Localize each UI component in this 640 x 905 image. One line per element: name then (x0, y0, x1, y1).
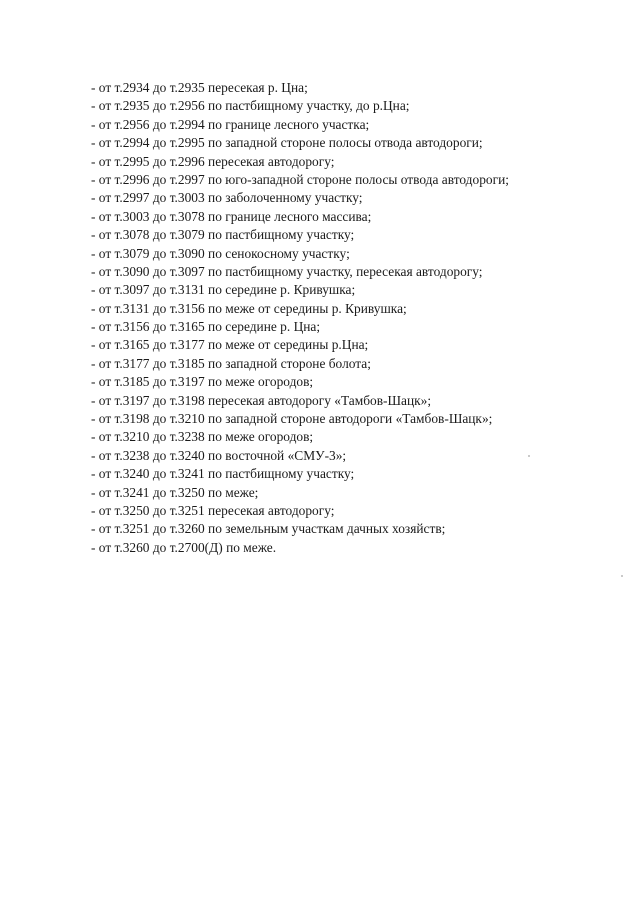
boundary-line: - от т.3238 до т.3240 по восточной «СМУ-3»; (91, 447, 347, 463)
boundary-line: - от т.3240 до т.3241 по пастбищному участку; (91, 466, 355, 482)
boundary-line: - от т.2935 до т.2956 по пастбищному участку, до р.Цна; (91, 98, 410, 114)
scan-speck (528, 455, 530, 457)
boundary-line: - от т.3003 до т.3078 по границе лесного массива; (91, 208, 372, 224)
boundary-line: - от т.3131 до т.3156 по меже от середины р. Кривушка; (91, 300, 407, 316)
boundary-line: - от т.3251 до т.3260 по земельным участкам дачных хозяйств; (91, 521, 446, 537)
boundary-line: - от т.3198 до т.3210 по западной стороне автодороги «Тамбов-Шацк»; (91, 411, 493, 427)
boundary-line: - от т.3241 до т.3250 по меже; (91, 484, 259, 500)
boundary-line: - от т.3197 до т.3198 пересекая автодорогу «Тамбов-Шацк»; (91, 392, 432, 408)
boundary-line: - от т.3090 до т.3097 по пастбищному участку, пересекая автодорогу; (91, 263, 483, 279)
boundary-line: - от т.2997 до т.3003 по заболоченному участку; (91, 190, 363, 206)
boundary-line: - от т.3097 до т.3131 по середине р. Кривушка; (91, 282, 356, 298)
boundary-line: - от т.3185 до т.3197 по меже огородов; (91, 374, 314, 390)
boundary-line: - от т.2956 до т.2994 по границе лесного участка; (91, 116, 370, 132)
boundary-line: - от т.3210 до т.3238 по меже огородов; (91, 429, 314, 445)
boundary-line: - от т.3165 до т.3177 по меже от середины р.Цна; (91, 337, 369, 353)
boundary-line: - от т.3079 до т.3090 по сенокосному участку; (91, 245, 350, 261)
boundary-line: - от т.3177 до т.3185 по западной стороне болота; (91, 355, 371, 371)
boundary-line: - от т.3078 до т.3079 по пастбищному участку; (91, 227, 355, 243)
boundary-line: - от т.3156 до т.3165 по середине р. Цна; (91, 319, 321, 335)
scan-speck (621, 575, 623, 577)
boundary-line: - от т.3250 до т.3251 пересекая автодорогу; (91, 502, 335, 518)
boundary-line: - от т.3260 до т.2700(Д) по меже. (91, 539, 277, 555)
boundary-line: - от т.2994 до т.2995 по западной стороне полосы отвода автодороги; (91, 135, 483, 151)
boundary-description-list (91, 79, 611, 557)
boundary-line: - от т.2996 до т.2997 по юго-западной стороне полосы отвода автодороги; (91, 171, 509, 187)
boundary-line: - от т.2934 до т.2935 пересекая р. Цна; (91, 80, 308, 95)
boundary-line: - от т.2995 до т.2996 пересекая автодорогу; (91, 153, 335, 169)
